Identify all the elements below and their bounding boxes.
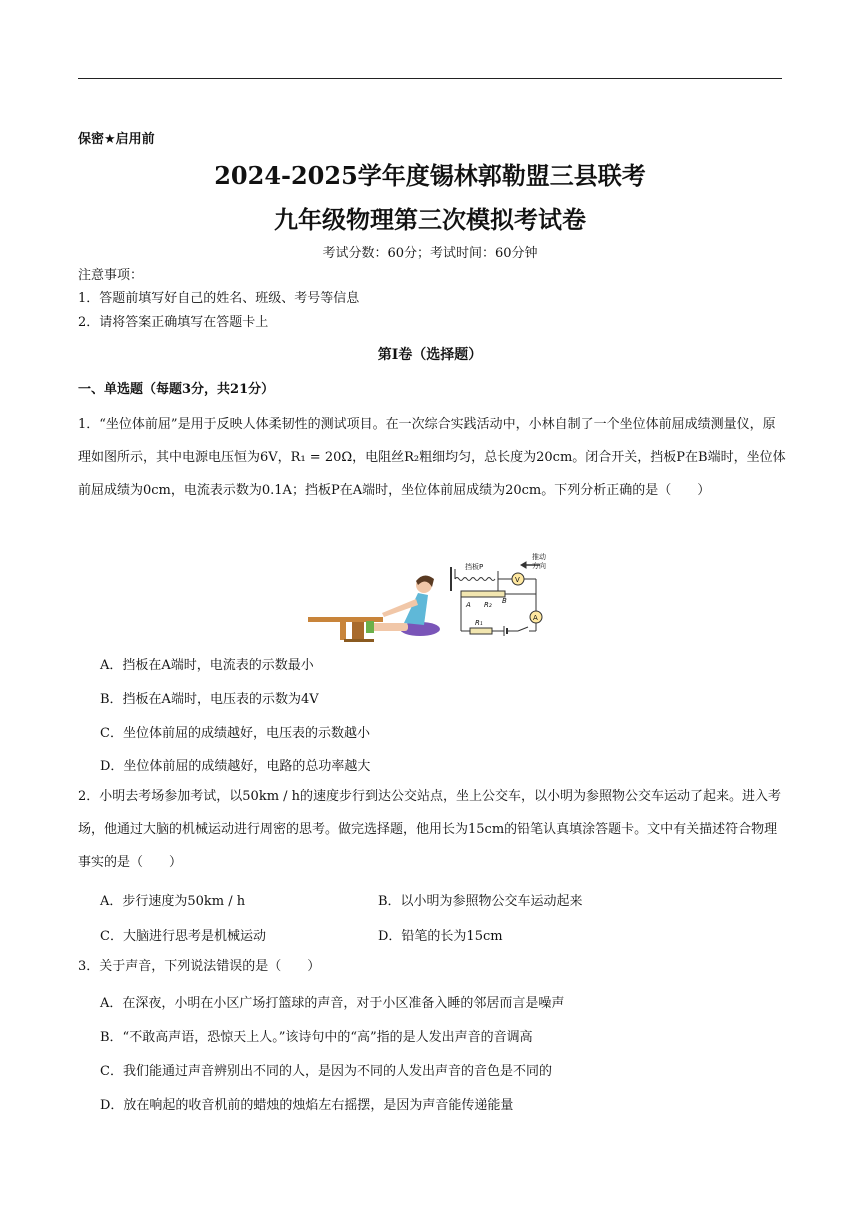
option: C．我们能通过声音辨别出不同的人，是因为不同的人发出声音的音色是不同的	[100, 1064, 552, 1079]
option: C．坐位体前屈的成绩越好，电压表的示数越小	[100, 726, 370, 741]
label-end-a: A	[466, 601, 471, 609]
option: D．放在响起的收音机前的蜡烛的烛焰左右摇摆，是因为声音能传递能量	[100, 1098, 514, 1113]
exam-subtitle: 九年级物理第三次模拟考试卷	[274, 205, 586, 234]
label-ammeter: A	[533, 614, 538, 622]
circuit	[451, 562, 542, 636]
option: B．挡板在A端时，电压表的示数为4V	[100, 692, 319, 707]
label-voltmeter: V	[515, 576, 520, 584]
question-stem-2: 2．小明去考场参加考试，以50km / h的速度步行到达公交站点，坐上公交车，以小明为参照物公交车运动了起来。进入考场，他通过大脑的机械运动进行周密的思考。做完选择题，他用长为15cm的铅笔认真填涂答题卡。文中有关描述符合物理事实的是（ ）	[78, 789, 782, 870]
option: D．铅笔的长为15cm	[378, 929, 503, 944]
option: B．以小明为参照物公交车运动起来	[378, 894, 583, 909]
question-stem-3: 3．关于声音，下列说法错误的是（ ）	[78, 959, 321, 974]
option: A．步行速度为50km / h	[100, 894, 246, 909]
exam-info: 考试分数：60分；考试时间：60分钟	[322, 246, 538, 261]
label-end-b: B	[502, 597, 507, 605]
part-title: 一、单选题（每题3分，共21分）	[78, 382, 275, 397]
header-rule	[78, 78, 782, 79]
secret-label: 保密★启用前	[78, 132, 155, 147]
sit-and-reach-illustration	[308, 575, 440, 642]
label-push: 推动	[532, 553, 546, 561]
notice-item: 1．答题前填写好自己的姓名、班级、考号等信息	[78, 291, 360, 306]
option: C．大脑进行思考是机械运动	[100, 929, 266, 944]
exam-title: 2024-2025学年度锡林郭勒盟三县联考	[214, 161, 646, 190]
option: A．挡板在A端时，电流表的示数最小	[100, 658, 314, 673]
section-title: 第I卷（选择题）	[377, 347, 483, 363]
label-r2: R₂	[484, 601, 492, 609]
notice-item: 2．请将答案正确填写在答题卡上	[78, 315, 269, 330]
label-r1: R₁	[475, 619, 483, 627]
label-baffle: 挡板P	[465, 563, 484, 571]
question-1-figure	[300, 553, 560, 645]
question-stem-1: 1．“坐位体前屈”是用于反映人体柔韧性的测试项目。在一次综合实践活动中，小林自制了一个坐位体前屈成绩测量仪，原理如图所示，其中电源电压恒为6V，R₁ = 20Ω，电阻丝R₂粗细均匀，总长度为20cm。闭合开关，挡板P在B端时，坐位体前屈成绩为0cm，电流表示数为0.1A；挡板P在A端时，坐位体前屈成绩为20cm。下列分析正确的是（ ）	[78, 417, 786, 498]
label-direction: 方向	[532, 562, 546, 570]
option: D．坐位体前屈的成绩越好，电路的总功率越大	[100, 759, 371, 774]
option: B．“不敢高声语，恐惊天上人。”该诗句中的“高”指的是人发出声音的音调高	[100, 1030, 533, 1045]
option: A．在深夜，小明在小区广场打篮球的声音，对于小区准备入睡的邻居而言是噪声	[100, 996, 565, 1011]
sit-and-reach-circuit-diagram	[300, 553, 560, 645]
notice-heading: 注意事项：	[78, 268, 144, 283]
